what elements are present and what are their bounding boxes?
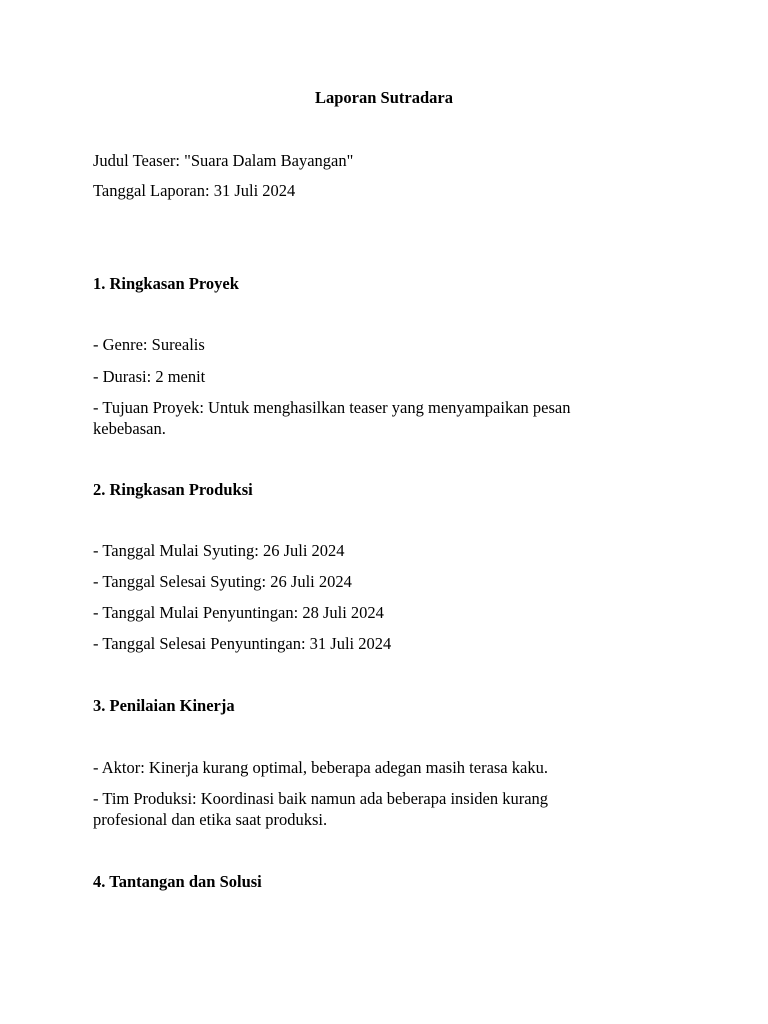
list-item: - Tim Produksi: Koordinasi baik namun ada beberapa insiden kurang profesional dan etika saat produksi. xyxy=(93,789,549,829)
section-heading-production-summary: 2. Ringkasan Produksi xyxy=(93,480,253,499)
teaser-title: Judul Teaser: "Suara Dalam Bayangan" xyxy=(93,151,354,170)
list-item: - Tanggal Mulai Syuting: 26 Juli 2024 xyxy=(93,541,345,560)
list-item: - Genre: Surealis xyxy=(93,335,205,354)
list-item: - Aktor: Kinerja kurang optimal, beberapa adegan masih terasa kaku. xyxy=(93,758,548,777)
section-heading-performance-review: 3. Penilaian Kinerja xyxy=(93,696,235,715)
report-date: Tanggal Laporan: 31 Juli 2024 xyxy=(93,181,296,200)
list-item: - Tanggal Selesai Penyuntingan: 31 Juli 2024 xyxy=(93,634,392,653)
section-heading-project-summary: 1. Ringkasan Proyek xyxy=(93,274,239,293)
document-title: Laporan Sutradara xyxy=(315,88,453,107)
list-item: - Durasi: 2 menit xyxy=(93,367,206,386)
list-item: - Tanggal Selesai Syuting: 26 Juli 2024 xyxy=(93,572,352,591)
list-item: - Tujuan Proyek: Untuk menghasilkan teaser yang menyampaikan pesan kebebasan. xyxy=(93,398,571,438)
section-heading-challenges-solutions: 4. Tantangan dan Solusi xyxy=(93,872,262,891)
list-item: - Tanggal Mulai Penyuntingan: 28 Juli 2024 xyxy=(93,603,384,622)
